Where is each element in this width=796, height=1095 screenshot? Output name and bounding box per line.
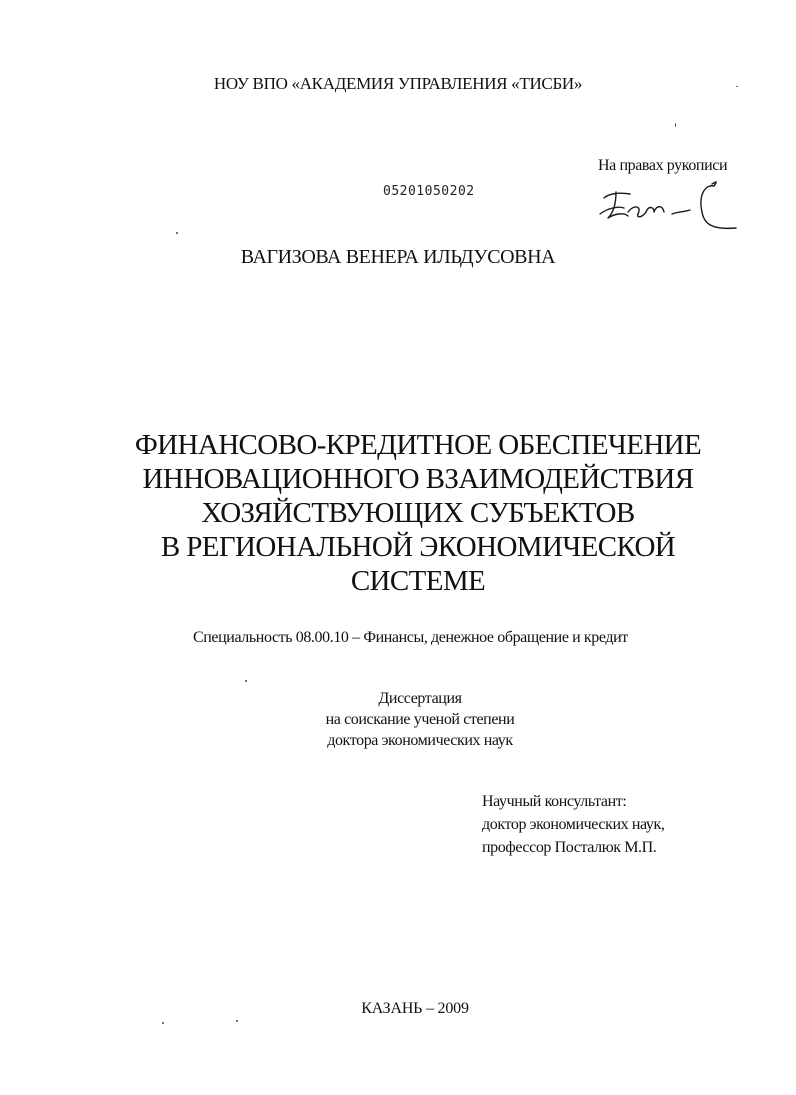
- document-number: 05201050202: [383, 184, 475, 199]
- degree-statement: [0, 688, 796, 751]
- scan-speck: [675, 123, 676, 127]
- consultant-line: Научный консультант:: [482, 793, 627, 810]
- title-line: ИННОВАЦИОННОГО ВЗАИМОДЕЙСТВИЯ: [142, 463, 694, 495]
- manuscript-rights-label: На правах рукописи: [598, 157, 728, 174]
- title-line: ФИНАНСОВО-КРЕДИТНОЕ ОБЕСПЕЧЕНИЕ: [134, 429, 702, 461]
- scan-speck: [245, 680, 247, 682]
- title-line: ХОЗЯЙСТВУЮЩИХ СУБЪЕКТОВ: [201, 497, 635, 529]
- scan-speck: [736, 86, 738, 87]
- scientific-consultant: [482, 790, 664, 859]
- title-line: СИСТЕМЕ: [350, 565, 486, 597]
- handwritten-signature: [594, 172, 744, 242]
- degree-line: доктора экономических наук: [327, 732, 513, 749]
- institution-name: НОУ ВПО «АКАДЕМИЯ УПРАВЛЕНИЯ «ТИСБИ»: [213, 74, 583, 93]
- consultant-line: доктор экономических наук,: [482, 816, 665, 833]
- scan-speck: [236, 1020, 238, 1022]
- title-line: В РЕГИОНАЛЬНОЙ ЭКОНОМИЧЕСКОЙ: [160, 531, 676, 563]
- specialty-line: Специальность 08.00.10 – Финансы, денежное обращение и кредит: [193, 629, 628, 646]
- author-name: ВАГИЗОВА ВЕНЕРА ИЛЬДУСОВНА: [240, 246, 556, 268]
- dissertation-title: [0, 428, 796, 598]
- consultant-line: профессор Посталюк М.П.: [482, 839, 657, 856]
- scan-speck: [162, 1022, 164, 1024]
- city-and-year: КАЗАНЬ – 2009: [361, 1000, 469, 1017]
- degree-line: на соискание ученой степени: [325, 711, 515, 728]
- degree-line: Диссертация: [378, 690, 462, 707]
- scan-speck: [176, 232, 178, 234]
